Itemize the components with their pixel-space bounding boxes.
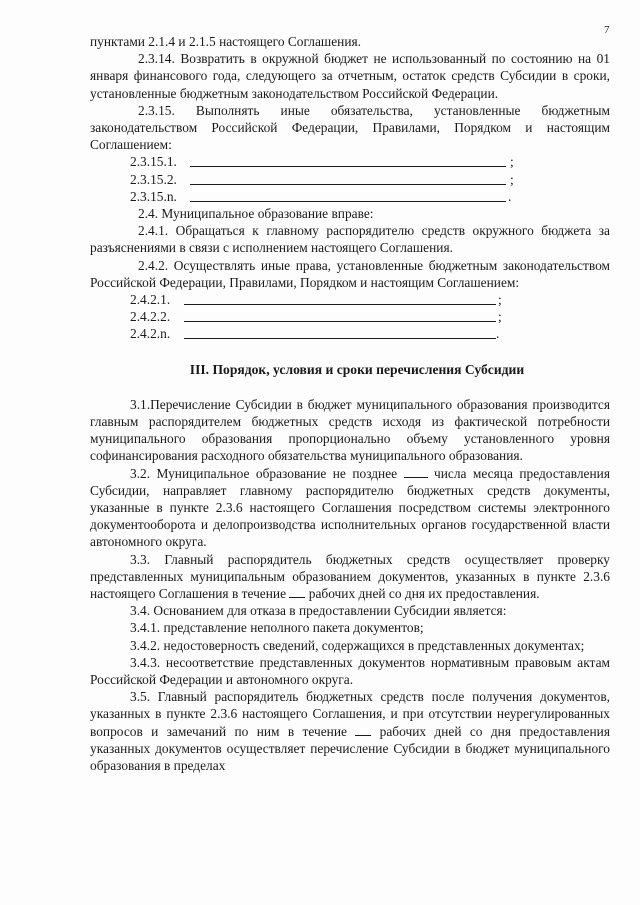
fill-in-blank xyxy=(404,466,428,478)
blank-end-mark: ; xyxy=(498,309,502,325)
paragraph-3-3 xyxy=(90,551,610,603)
blank-end-mark: ; xyxy=(498,292,502,307)
blank-end-mark: ; xyxy=(510,154,514,170)
paragraph-3-5 xyxy=(90,688,610,774)
blank-label: 2.4.2.n. xyxy=(130,326,171,342)
paragraph-2-4-2: 2.4.2. Осуществлять иные права, установленные бюджетным законодательством Российской Федерации, Правилами, Порядком и настоящим Соглашением: xyxy=(90,257,610,290)
paragraph-3-4-1: 3.4.1. представление неполного пакета документов; xyxy=(130,620,424,636)
fill-in-line xyxy=(190,166,506,167)
blank-label: 2.3.15.n. xyxy=(130,188,177,204)
paragraph-3-3-end: рабочих дней со дня их предоставления. xyxy=(308,586,540,601)
paragraph-2-4-1: 2.4.1. Обращаться к главному распорядителю средств окружного бюджета за разъяснениями в связи с исполнением настоящего Соглашения. xyxy=(90,223,610,256)
paragraph-continuation: пунктами 2.1.4 и 2.1.5 настоящего Соглашения. xyxy=(90,34,362,49)
fill-in-line xyxy=(184,321,496,322)
page-number: 7 xyxy=(604,24,610,36)
document-body xyxy=(90,33,610,774)
fill-in-line xyxy=(190,201,506,202)
paragraph-2-3-14: 2.3.14. Возвратить в окружной бюджет не использованный по состоянию на 01 января финансового года, следующего за отчетным, остаток средств Субсидии в сроки, установленные бюджетным законодательством Российской Федерации. xyxy=(90,51,610,101)
paragraph-3-2 xyxy=(90,465,610,551)
paragraph-2-3-15: 2.3.15. Выполнять иные обязательства, установленные бюджетным законодательством Российской Федерации, Правилами, Порядком и настоящим Соглашением: xyxy=(90,102,610,153)
blank-row xyxy=(90,171,610,188)
fill-in-line xyxy=(190,184,506,185)
paragraph-3-4-2: 3.4.2. недостоверность сведений, содержащихся в представленных документах; xyxy=(130,637,585,653)
paragraph-3-2-end: числа месяца предоставления Субсидии, направляет главному распорядителю бюджетных средств документы, указанные в пункте 2.3.6 настоящего Соглашения посредством системы электронного документооборота и делопроизводства исполнительных органов государственной власти автономного округа. xyxy=(90,465,610,550)
fill-in-blank xyxy=(289,586,305,598)
blank-row xyxy=(90,308,610,325)
section-3-heading: III. Порядок, условия и сроки перечисления Субсидии xyxy=(189,361,525,377)
blank-row xyxy=(90,291,610,308)
fill-in-blank xyxy=(355,724,371,736)
blank-label: 2.3.15.1. xyxy=(130,154,177,170)
blank-end-mark: ; xyxy=(510,171,514,187)
blank-row xyxy=(90,188,610,205)
blank-lines-2-4-2 xyxy=(90,291,610,343)
paragraph-3-3-start: 3.3. Главный распорядитель бюджетных средств осуществляет проверку представленных муниципальным образованием документов, указанных в пункте 2.3.6 настоящего Соглашения в течение xyxy=(90,551,610,601)
paragraph-3-2-start: 3.2. Муниципальное образование не позднее xyxy=(130,465,398,481)
fill-in-line xyxy=(184,338,496,339)
blank-end-mark: . xyxy=(496,326,500,342)
paragraph-3-1: 3.1.Перечисление Субсидии в бюджет муниципального образования производится главным распорядителем бюджетных средств исходя из фактической потребности муниципального образования пропорционально объему установленного уровня софинансирования расходного обязательства муниципального образования. xyxy=(90,396,610,464)
blank-label: 2.4.2.1. xyxy=(130,292,171,307)
blank-lines-2-3-15 xyxy=(90,153,610,205)
paragraph-3-5-start: 3.5. Главный распорядитель бюджетных средств после получения документов, указанных в пункте 2.3.6 настоящего Соглашения, и при отсутствии неурегулированных вопросов и замечаний по ним в течение xyxy=(90,689,610,739)
paragraph-3-4-3: 3.4.3. несоответствие представленных документов нормативным правовым актам Российской Федерации и автономного округа. xyxy=(90,654,610,688)
paragraph-3-4: 3.4. Основанием для отказа в предоставлении Субсидии является: xyxy=(130,603,507,619)
fill-in-line xyxy=(184,304,496,305)
blank-end-mark: . xyxy=(508,188,512,204)
blank-row xyxy=(90,153,610,170)
blank-row xyxy=(90,325,610,342)
paragraph-2-4: 2.4. Муниципальное образование вправе: xyxy=(138,205,374,221)
blank-label: 2.3.15.2. xyxy=(130,171,177,187)
blank-label: 2.4.2.2. xyxy=(130,309,171,325)
paragraph-3-5-end: рабочих дней со дня предоставления указанных документов осуществляет перечисление Субсидии в бюджет муниципального образования в пределах xyxy=(90,723,610,774)
